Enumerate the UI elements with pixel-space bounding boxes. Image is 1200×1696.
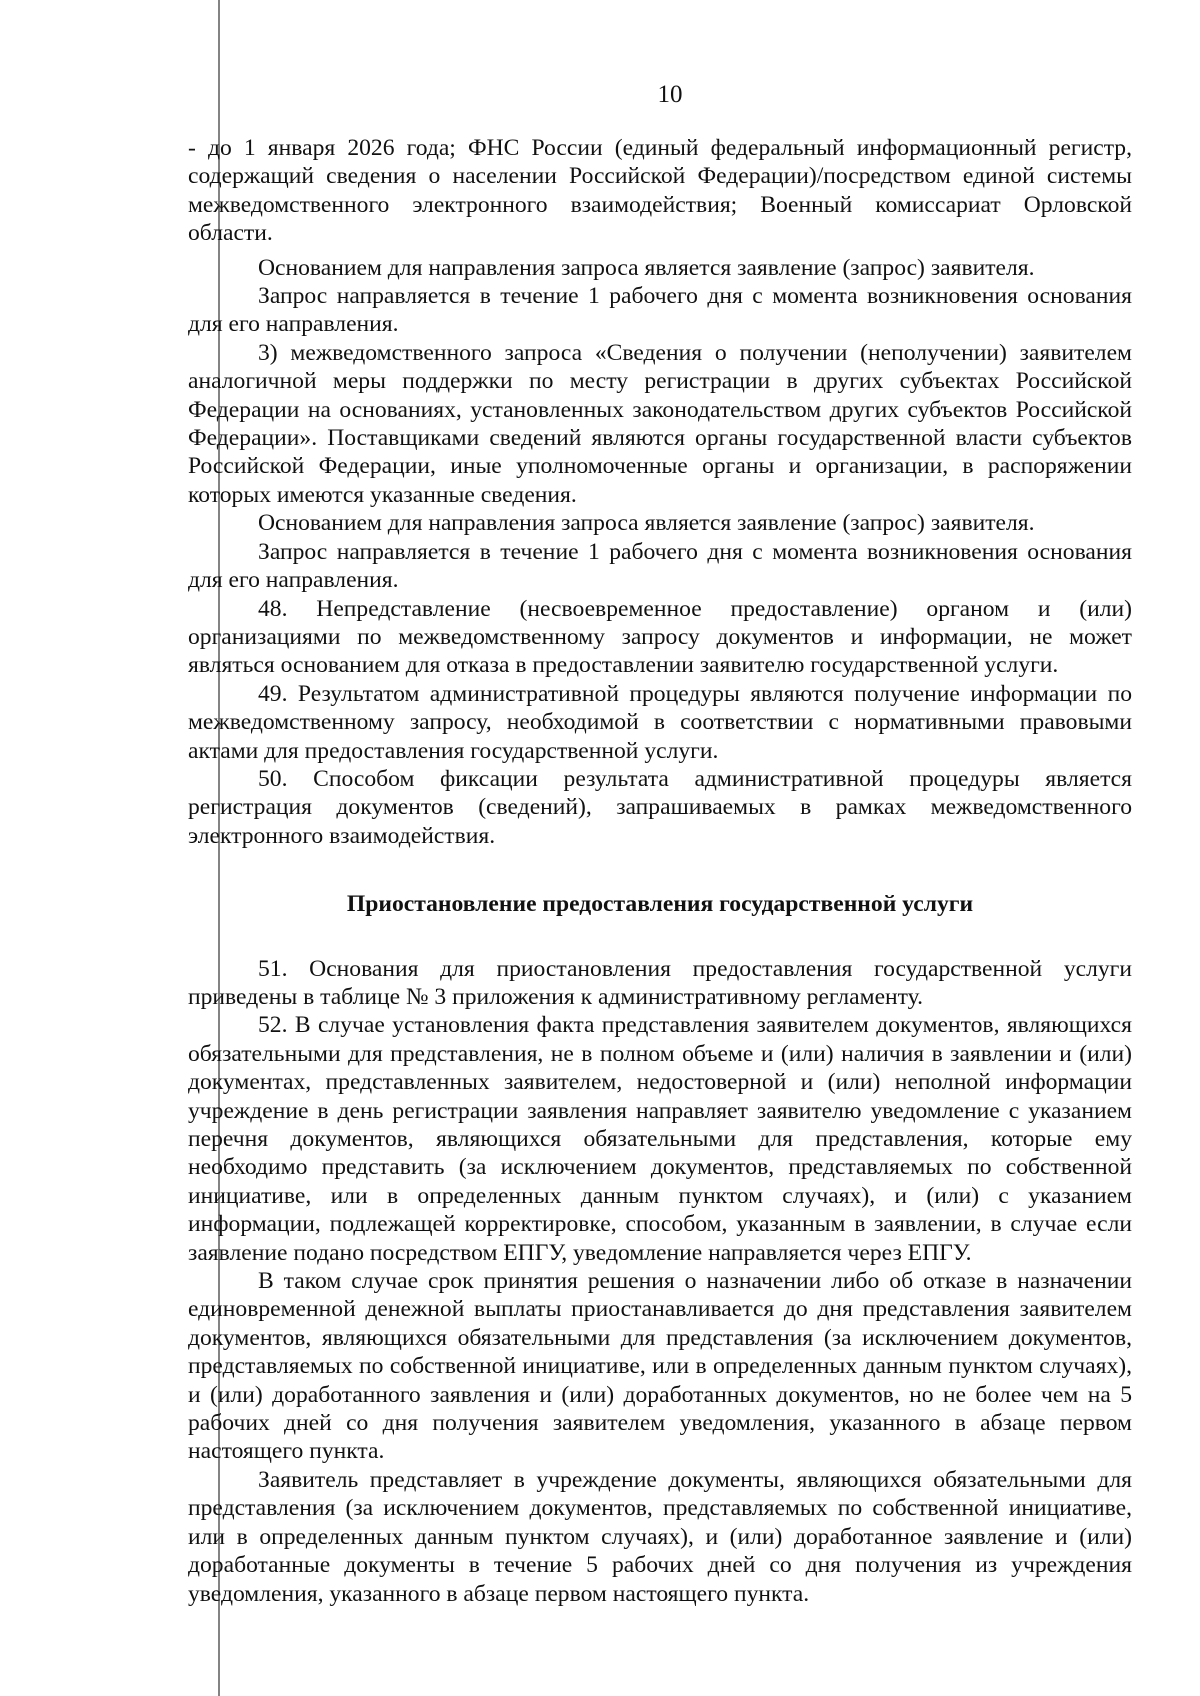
- paragraph: В таком случае срок принятия решения о назначении либо об отказе в назначении единовременной денежной выплаты приостанавливается до дня представления заявителем документов, являющихся обязательными для представления (за исключением документов, представляемых по собственной инициативе, или в определенных данным пунктом случаях), и (или) доработанного заявления и (или) доработанных документов, но не более чем на 5 рабочих дней со дня получения заявителем уведомления, указанного в абзаце первом настоящего пункта.: [188, 1268, 1132, 1465]
- paragraph: Запрос направляется в течение 1 рабочего дня с момента возникновения основания для его направления.: [188, 283, 1132, 338]
- document-body: [188, 134, 1132, 1608]
- paragraph: Основанием для направления запроса является заявление (запрос) заявителя.: [258, 510, 1035, 537]
- numbered-paragraph: 51. Основания для приостановления предоставления государственной услуги приведены в таблице № 3 приложения к административному регламенту.: [188, 955, 1132, 1010]
- numbered-paragraph: 50. Способом фиксации результата административной процедуры является регистрация документов (сведений), запрашиваемых в рамках межведомственного электронного взаимодействия.: [188, 765, 1132, 849]
- paragraph: - до 1 января 2026 года; ФНС России (единый федеральный информационный регистр, содержащий сведения о населении Российской Федерации)/посредством единой системы межведомственного электронного взаимодействия; Военный комиссариат Орловской области.: [188, 135, 1132, 247]
- numbered-paragraph: 49. Результатом административной процедуры являются получение информации по межведомственному запросу, необходимой в соответствии с нормативными правовыми актами для предоставления государственной услуги.: [188, 680, 1132, 764]
- section-heading: Приостановление предоставления государственной услуги: [346, 891, 974, 918]
- page-number: 10: [657, 81, 683, 108]
- numbered-paragraph: 52. В случае установления факта представления заявителем документов, являющихся обязательными для представления, не в полном объеме и (или) наличия в заявлении и (или) документах, представленных заявителем, недостоверной и (или) неполной информации учреждение в день регистрации заявления направляет заявителю уведомление с указанием перечня документов, являющихся обязательными для представления, которые ему необходимо представить (за исключением документов, представляемых по собственной инициативе, или в определенных данным пунктом случаях), и (или) с указанием информации, подлежащей корректировке, способом, указанным в заявлении, в случае если заявление подано посредством ЕПГУ, уведомление направляется через ЕПГУ.: [188, 1012, 1132, 1266]
- paragraph: Основанием для направления запроса является заявление (запрос) заявителя.: [258, 254, 1035, 281]
- paragraph: Запрос направляется в течение 1 рабочего дня с момента возникновения основания для его направления.: [188, 538, 1132, 594]
- numbered-paragraph: 48. Непредставление (несвоевременное предоставление) органом и (или) организациями по межведомственному запросу документов и информации, не может являться основанием для отказа в предоставлении заявителю государственной услуги.: [188, 595, 1132, 679]
- paragraph: 3) межведомственного запроса «Сведения о получении (неполучении) заявителем аналогичной меры поддержки по месту регистрации в других субъектах Российской Федерации на основаниях, установленных законодательством других субъектов Российской Федерации». Поставщиками сведений являются органы государственной власти субъектов Российской Федерации, иные уполномоченные органы и организации, в распоряжении которых имеются указанные сведения.: [188, 339, 1132, 508]
- paragraph: Заявитель представляет в учреждение документы, являющихся обязательными для представления (за исключением документов, представляемых по собственной инициативе, или в определенных данным пунктом случаях), и (или) доработанное заявление и (или) доработанные документы в течение 5 рабочих дней со дня получения из учреждения уведомления, указанного в абзаце первом настоящего пункта.: [188, 1466, 1132, 1607]
